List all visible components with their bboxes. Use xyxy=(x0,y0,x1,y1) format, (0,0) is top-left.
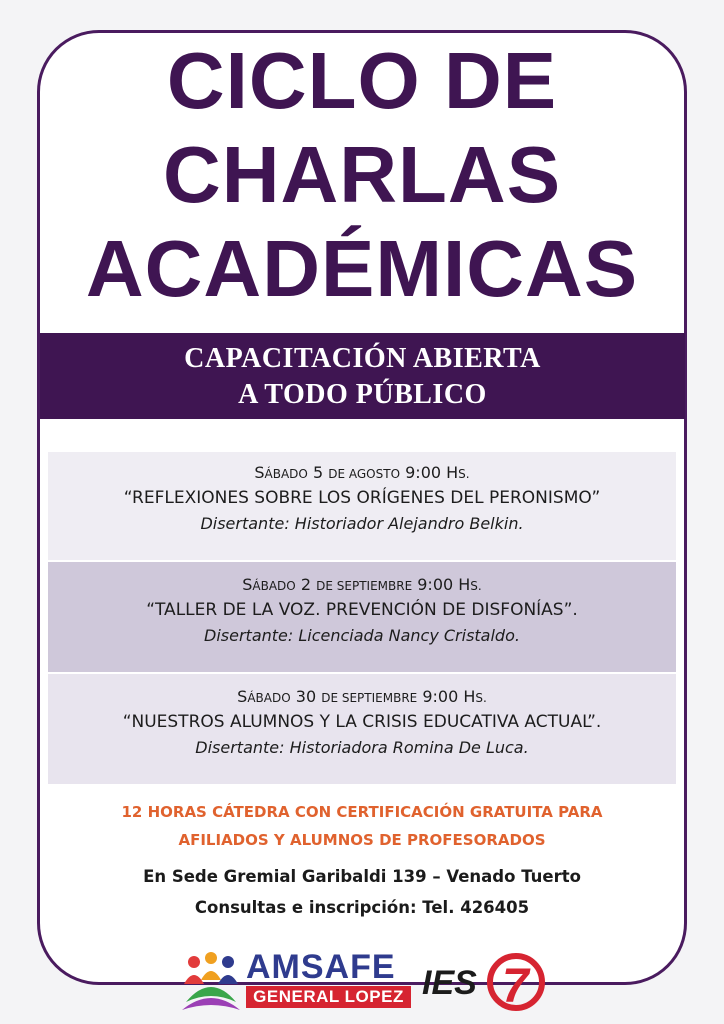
title-line-2: CHARLAS xyxy=(162,130,562,219)
event-topic: “REFLEXIONES SOBRE LOS ORÍGENES DEL PERONISMO” xyxy=(123,488,601,508)
sponsor-logos xyxy=(180,948,560,1012)
venue-address: En Sede Gremial Garibaldi 139 – Venado Tuerto xyxy=(143,867,581,886)
open-training-banner xyxy=(40,333,685,419)
event-date: SÁBADO 2 DE SEPTIEMBRE 9:00 HS. xyxy=(242,575,482,594)
event-date: SÁBADO 5 DE AGOSTO 9:00 HS. xyxy=(254,463,470,482)
event-speaker: Disertante: Historiadora Romina De Luca. xyxy=(195,738,529,757)
certification-line-1: 12 HORAS CÁTEDRA CON CERTIFICACIÓN GRATUITA PARA xyxy=(121,803,603,821)
contact-phone: Consultas e inscripción: Tel. 426405 xyxy=(194,898,530,917)
event-block-1 xyxy=(48,452,676,560)
banner-line-1: CAPACITACIÓN ABIERTA xyxy=(184,343,541,374)
event-speaker: Disertante: Historiador Alejandro Belkin. xyxy=(200,514,524,533)
event-date: SÁBADO 30 DE SEPTIEMBRE 9:00 HS. xyxy=(237,687,487,706)
poster-title xyxy=(0,34,724,316)
event-block-2 xyxy=(48,562,676,672)
amsafe-name: AMSAFE xyxy=(246,948,396,986)
banner-line-2: A TODO PÚBLICO xyxy=(238,379,487,410)
ies-number: 7 xyxy=(502,960,529,1012)
ies-logo xyxy=(420,948,550,1012)
title-line-3: ACADÉMICAS xyxy=(85,224,639,313)
ies-name: IES xyxy=(422,964,477,1002)
event-block-3 xyxy=(48,674,676,784)
amsafe-people-icon xyxy=(180,950,242,1012)
event-speaker: Disertante: Licenciada Nancy Cristaldo. xyxy=(204,626,520,645)
event-topic: “NUESTROS ALUMNOS Y LA CRISIS EDUCATIVA ACTUAL”. xyxy=(122,712,602,732)
certification-notice xyxy=(0,798,724,854)
title-line-1: CICLO DE xyxy=(166,36,558,125)
amsafe-subtitle: GENERAL LOPEZ xyxy=(246,986,411,1008)
event-topic: “TALLER DE LA VOZ. PREVENCIÓN DE DISFONÍAS”. xyxy=(146,600,578,620)
certification-line-2: AFILIADOS Y ALUMNOS DE PROFESORADOS xyxy=(178,831,546,849)
